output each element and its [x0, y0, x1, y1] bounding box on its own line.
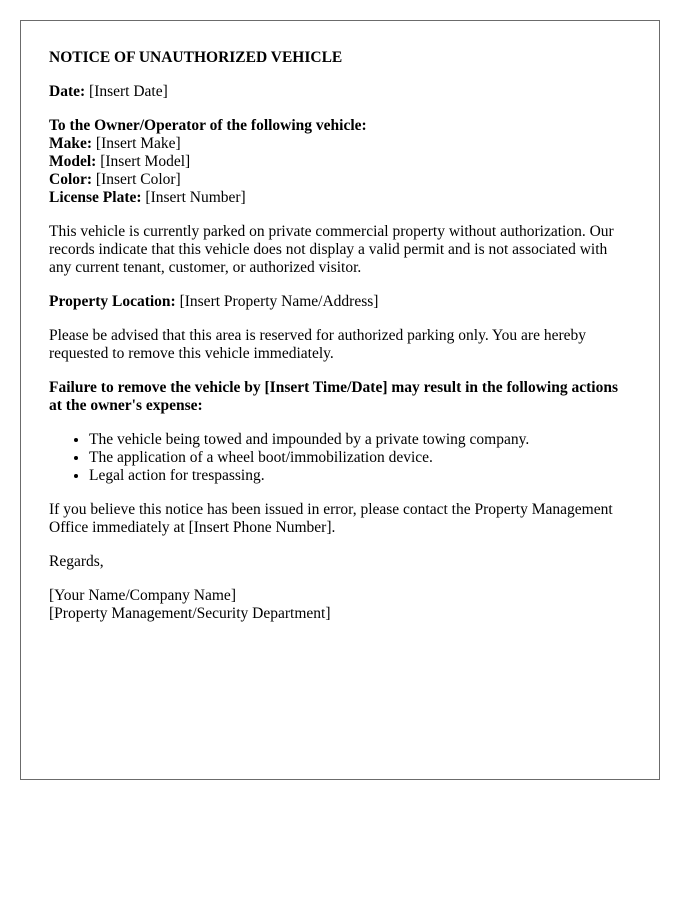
unauthorized-paragraph: This vehicle is currently parked on private commercial property without authorization. Our records indicate that this vehicle does not display a valid permit and is not associated with any current tenant, customer, or authorized visitor. [49, 223, 614, 276]
signature-department: [Property Management/Security Department] [49, 605, 331, 622]
location-label: Property Location: [49, 293, 176, 310]
location-value: [Insert Property Name/Address] [179, 293, 379, 310]
location-line [49, 293, 631, 311]
date-value: [Insert Date] [89, 83, 168, 100]
advisory-paragraph: Please be advised that this area is reserved for authorized parking only. You are hereby requested to remove this vehicle immediately. [49, 327, 587, 362]
notice-title: NOTICE OF UNAUTHORIZED VEHICLE [49, 49, 343, 66]
signature-name: [Your Name/Company Name] [49, 587, 236, 604]
list-item: • The application of a wheel boot/immobilization device. [89, 449, 631, 467]
notice-document [20, 20, 660, 780]
color-line [49, 171, 631, 189]
actions-list [49, 431, 631, 485]
vehicle-details [49, 117, 631, 207]
model-value: [Insert Model] [100, 153, 191, 170]
plate-line [49, 189, 631, 207]
plate-label: License Plate: [49, 189, 142, 206]
color-label: Color: [49, 171, 93, 188]
color-value: [Insert Color] [95, 171, 181, 188]
closing: Regards, [49, 553, 104, 570]
make-value: [Insert Make] [95, 135, 181, 152]
date-line [49, 83, 631, 101]
failure-warning-text: Failure to remove the vehicle by [Insert Time/Date] may result in the following actions at the owner's expense: [49, 379, 618, 414]
date-label: Date: [49, 83, 86, 100]
to-owner-heading: To the Owner/Operator of the following vehicle: [49, 117, 367, 134]
list-item: • Legal action for trespassing. [89, 467, 631, 485]
failure-warning [49, 379, 631, 415]
model-line [49, 153, 631, 171]
contact-paragraph: If you believe this notice has been issued in error, please contact the Property Management Office immediately at [Insert Phone Number]. [49, 501, 613, 536]
make-line [49, 135, 631, 153]
model-label: Model: [49, 153, 97, 170]
list-item: • The vehicle being towed and impounded by a private towing company. [89, 431, 631, 449]
make-label: Make: [49, 135, 93, 152]
signature-block [49, 587, 631, 623]
plate-value: [Insert Number] [145, 189, 246, 206]
